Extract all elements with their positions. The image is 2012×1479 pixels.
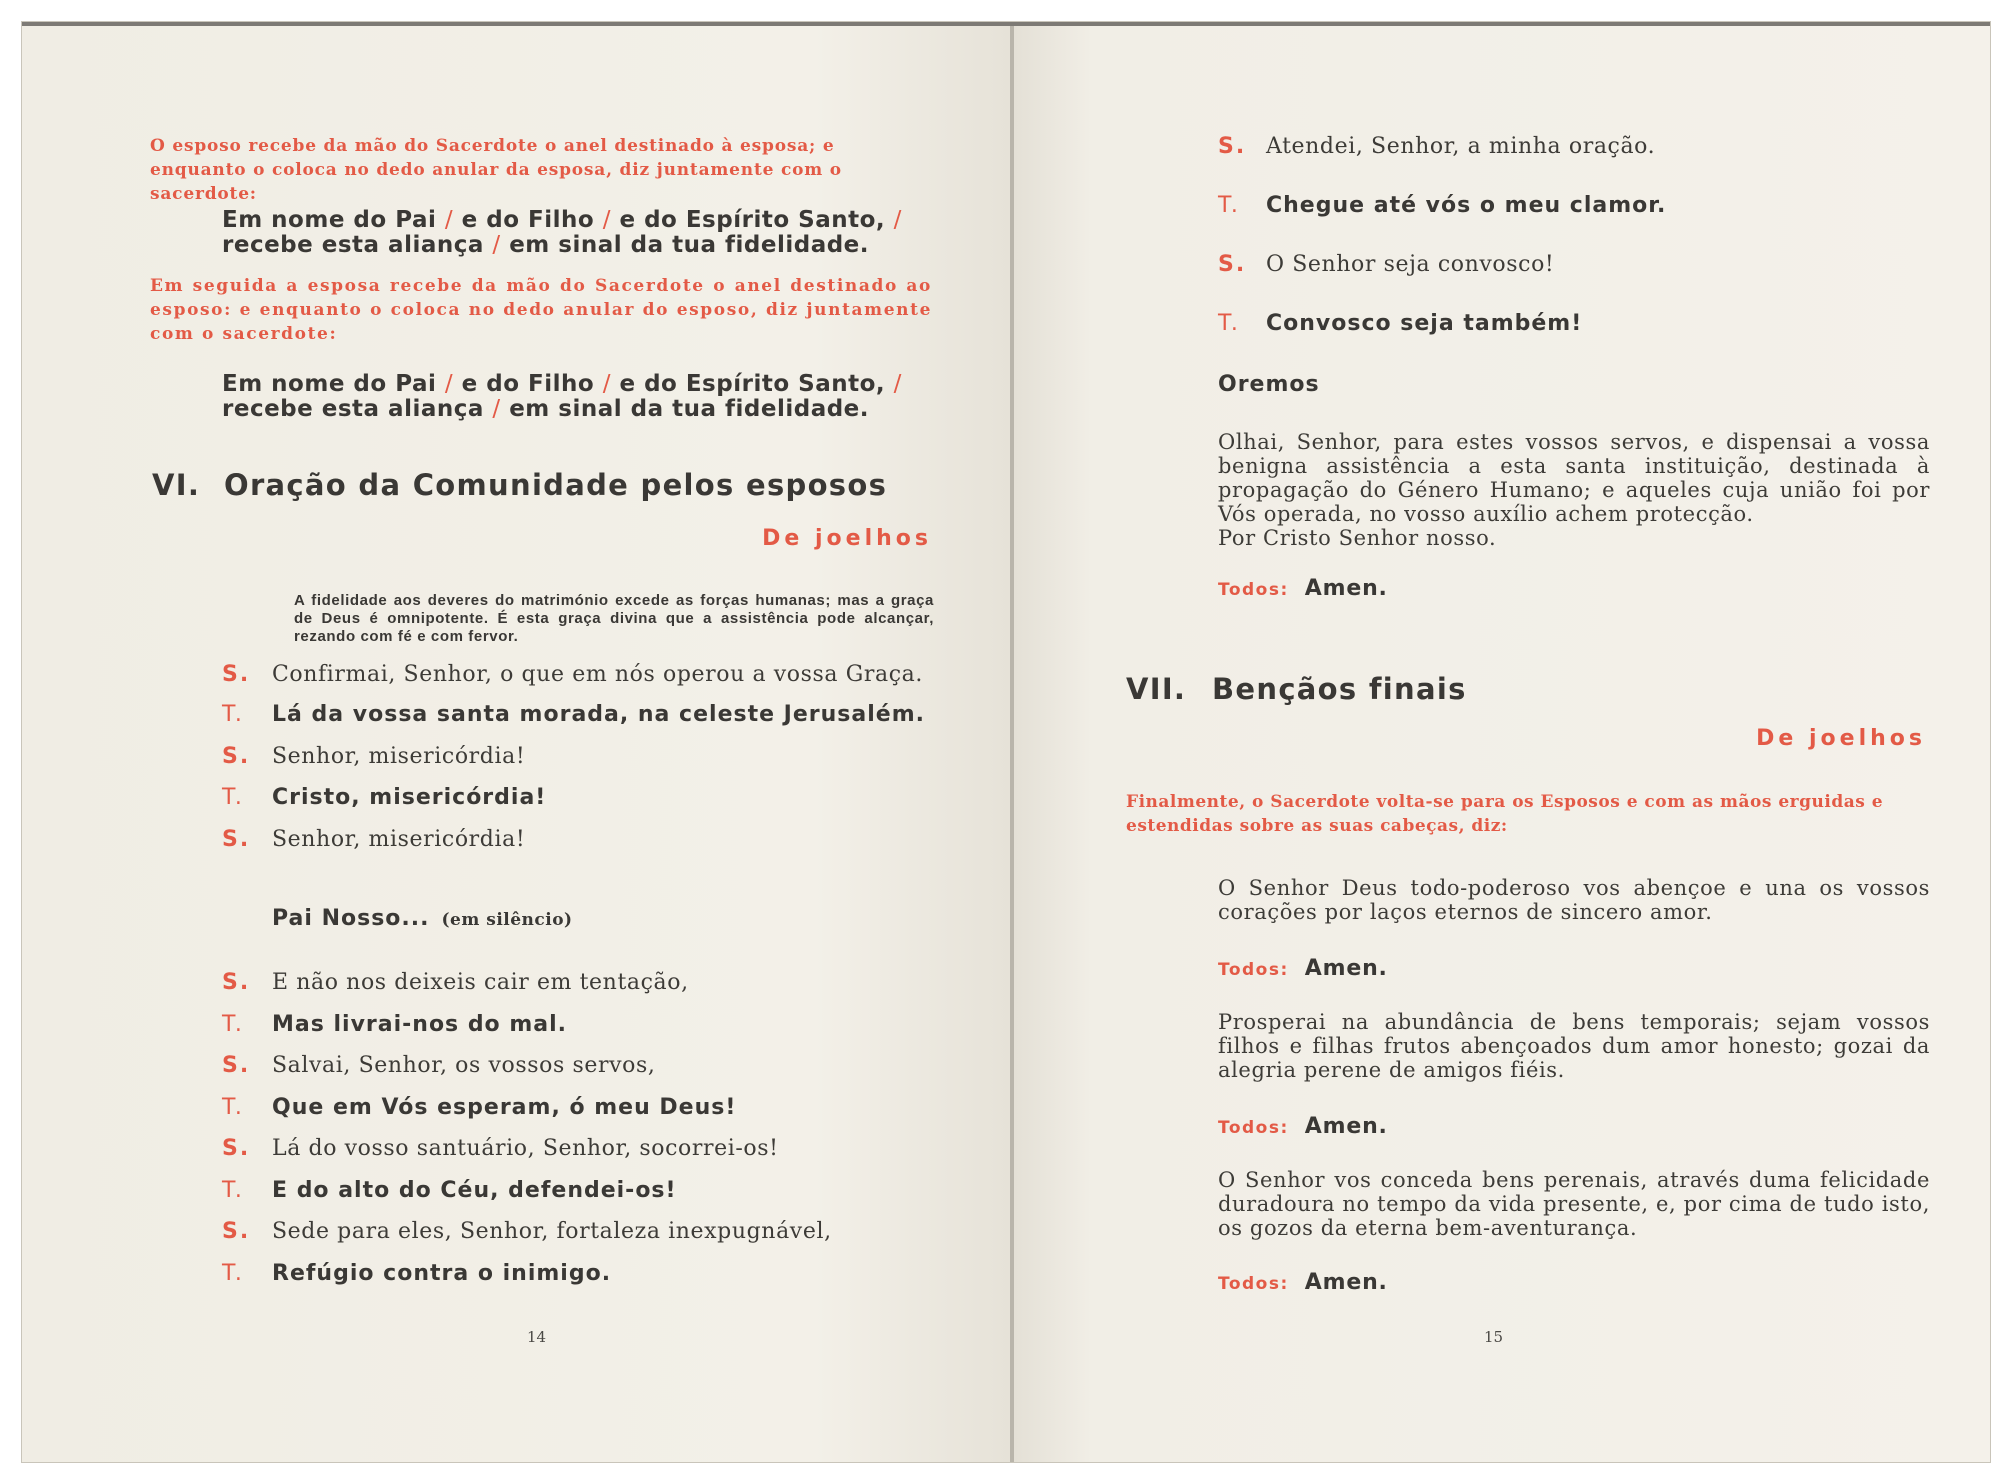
dialogue-line: S. Lá do vosso santuário, Senhor, socorrei-os! [222,1136,779,1161]
dialogue-line: S. Confirmai, Senhor, o que em nós operou a vossa Graça. [222,662,923,687]
page-number-right: 15 [1484,1328,1504,1346]
blessing-1: O Senhor Deus todo-poderoso vos abençoe e una os vossos corações por laços eternos de sincero amor. [1218,876,1930,924]
section-number: VII. [1126,672,1187,706]
page-number-left: 14 [527,1328,547,1346]
dialogue-line: S. Senhor, misericórdia! [222,744,526,769]
blessing-3: O Senhor vos conceda bens perenais, através duma felicidade duradoura no tempo da vida presente, e, por cima de tudo isto, os gozos da eterna bem-aventurança. [1218,1168,1930,1240]
dialogue-block-1 [222,662,982,869]
rubric-husband-ring: O esposo recebe da mão do Sacerdote o anel destinado à esposa; e enquanto o coloca no dedo anular da esposa, diz juntamente com o sacerdote: [150,136,842,204]
section-vii-heading [1126,672,1467,706]
fidelity-note: A fidelidade aos deveres do matrimónio excede as forças humanas; mas a graça de Deus é omnipotente. É esta graça divina que a assistência pode alcançar, rezando com fé e com fervor. [294,592,934,645]
kneel-rubric: De joelhos [762,526,932,551]
dialogue-line: S. E não nos deixeis cair em tentação, [222,970,689,995]
rubric-final-blessing: Finalmente, o Sacerdote volta-se para os Esposos e com as mãos erguidas e estendidas sobre as suas cabeças, diz: [1126,792,1884,836]
ring-formula-1: Em nome do Pai / e do Filho / e do Espírito Santo, / recebe esta aliança / em sinal da tua fidelidade. [222,207,902,258]
response-amen-1: Todos: Amen. [1218,576,1388,601]
dialogue-line: T. Lá da vossa santa morada, na celeste Jerusalém. [222,702,925,727]
dialogue-line: S. Atendei, Senhor, a minha oração. [1218,134,1656,159]
kneel-rubric: De joelhos [1756,726,1926,751]
response-amen-2: Todos: Amen. [1218,956,1388,981]
section-title: Oração da Comunidade pelos esposos [224,468,888,502]
dialogue-line: S. Salvai, Senhor, os vossos servos, [222,1053,656,1078]
dialogue-line: T. E do alto do Céu, defendei-os! [222,1178,677,1203]
dialogue-block-2 [222,970,982,1302]
dialogue-block-3 [1218,134,1958,370]
dialogue-line: S. Senhor, misericórdia! [222,827,526,852]
oremos-heading: Oremos [1218,372,1320,397]
ring-formula-2: Em nome do Pai / e do Filho / e do Espírito Santo, / recebe esta aliança / em sinal da tua fidelidade. [222,371,902,422]
left-page [22,26,1012,1462]
response-amen-3: Todos: Amen. [1218,1114,1388,1139]
dialogue-line: S. O Senhor seja convosco! [1218,252,1555,277]
dialogue-line: T. Convosco seja também! [1218,311,1583,336]
section-number: VI. [152,468,201,502]
blessing-2: Prosperai na abundância de bens temporais; sejam vossos filhos e filhas frutos abençoados dum amor honesto; gozai da alegria perene de amigos fiéis. [1218,1010,1930,1082]
rubric-wife-ring: Em seguida a esposa recebe da mão do Sacerdote o anel destinado ao esposo: e enquanto o coloca no dedo anular do esposo, diz juntamente com o sacerdote: [150,276,932,344]
pai-nosso: Pai Nosso... (em silêncio) [272,906,573,931]
collect-prayer: Olhai, Senhor, para estes vossos servos, e dispensai a vossa benigna assistência a esta santa instituição, destinada à propagação do Género Humano; e aqueles cuja união foi por Vós operada, no vosso auxílio achem protecção. Por Cristo Senhor nosso. [1218,430,1930,550]
dialogue-line: T. Mas livrai-nos do mal. [222,1012,568,1037]
dialogue-line: T. Cristo, misericórdia! [222,785,547,810]
section-title: Bençãos finais [1212,672,1467,706]
dialogue-line: T. Chegue até vós o meu clamor. [1218,193,1667,218]
section-vi-heading [152,468,887,502]
response-amen-4: Todos: Amen. [1218,1270,1388,1295]
dialogue-line: T. Refúgio contra o inimigo. [222,1261,612,1286]
dialogue-line: T. Que em Vós esperam, ó meu Deus! [222,1095,737,1120]
right-page [1014,26,1990,1462]
dialogue-line: S. Sede para eles, Senhor, fortaleza inexpugnável, [222,1219,832,1244]
book-spread [22,22,1990,1462]
